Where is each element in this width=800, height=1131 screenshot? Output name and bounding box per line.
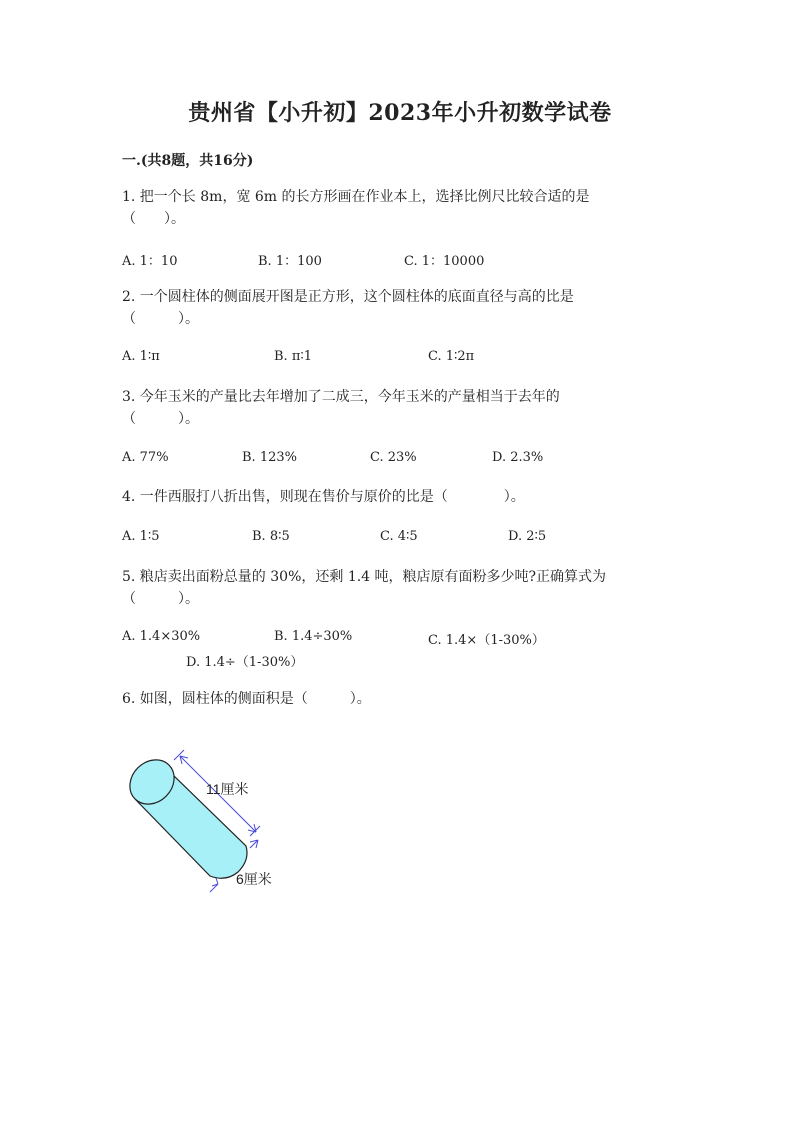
option-a[interactable]: A. 1∶π [122,349,160,364]
option-c[interactable]: C. 23% [370,450,417,465]
page-title: 贵州省【小升初】2023年小升初数学试卷 [188,100,612,126]
question-4-stem-line-1: 4. 一件西服打八折出售，则现在售价与原价的比是（ ）。 [122,489,525,505]
question-1 [122,186,682,230]
option-b[interactable]: B. 8∶5 [252,529,290,544]
question-5 [122,566,682,610]
option-a[interactable]: A. 77% [122,450,169,465]
option-a[interactable]: A. 1：10 [122,254,178,269]
diameter-label: 6厘米 [236,871,272,887]
length-label: 11厘米 [206,781,249,797]
question-2-stem-line-2: （ ）。 [122,311,199,327]
option-b[interactable]: B. 1：100 [258,254,322,269]
option-b[interactable]: B. 1.4÷30% [274,629,353,644]
diameter-arrow-bottom [210,878,218,892]
option-c[interactable]: C. 1.4×（1-30%） [428,633,545,648]
question-6-stem-line-1: 6. 如图，圆柱体的侧面积是（ ）。 [122,691,371,707]
option-a[interactable]: A. 1.4×30% [122,629,201,644]
question-2-stem-line-1: 2. 一个圆柱体的侧面展开图是正方形，这个圆柱体的底面直径与高的比是 [122,289,574,305]
question-3-stem-line-2: （ ）。 [122,411,199,427]
option-a[interactable]: A. 1∶5 [122,529,160,544]
option-d[interactable]: D. 2.3% [492,450,544,465]
option-c[interactable]: C. 1：10000 [404,254,485,269]
question-2 [122,286,682,330]
section-heading: 一.(共8题，共16分) [122,153,254,169]
question-4 [122,486,682,508]
option-c[interactable]: C. 1∶2π [428,349,475,364]
question-1-stem-line-2: （ ）。 [122,211,185,227]
question-3 [122,386,682,430]
option-b[interactable]: B. 123% [242,450,297,465]
diameter-arrow-top [250,840,258,848]
question-5-stem-line-1: 5. 粮店卖出面粉总量的 30%，还剩 1.4 吨，粮店原有面粉多少吨?正确算式为 [122,569,607,585]
question-6 [122,688,682,710]
option-c[interactable]: C. 4∶5 [380,529,418,544]
question-5-stem-line-2: （ ）。 [122,591,199,607]
question-3-stem-line-1: 3. 今年玉米的产量比去年增加了二成三，今年玉米的产量相当于去年的 [122,389,560,405]
option-d[interactable]: D. 2∶5 [508,529,547,544]
option-d[interactable]: D. 1.4÷（1-30%） [186,655,304,670]
cylinder-figure [118,748,308,908]
option-b[interactable]: B. π∶1 [274,349,313,364]
question-1-stem-line-1: 1. 把一个长 8m，宽 6m 的长方形画在作业本上，选择比例尺比较合适的是 [122,189,590,205]
